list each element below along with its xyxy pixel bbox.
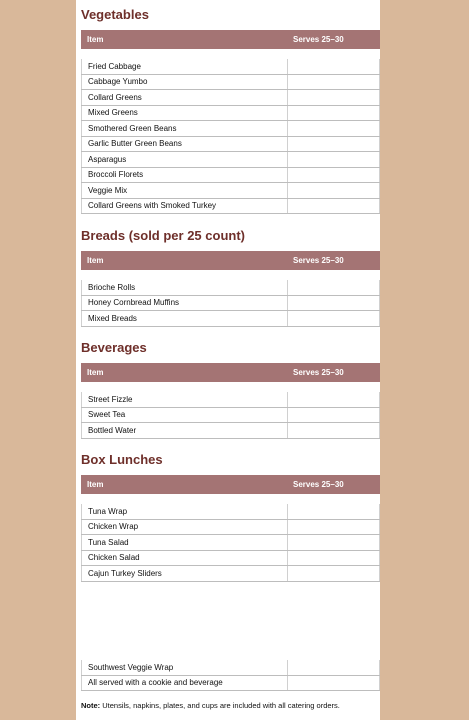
table-row — [81, 183, 380, 199]
serves-cell — [287, 423, 380, 438]
item-column-header: Item — [87, 368, 104, 377]
table-row — [81, 296, 380, 312]
item-name: Tuna Salad — [81, 535, 287, 550]
note-label: Note: — [81, 701, 101, 710]
serves-cell — [287, 676, 380, 691]
table-row — [81, 676, 380, 692]
serves-cell — [287, 183, 380, 198]
table-row — [81, 535, 380, 551]
item-column-header: Item — [87, 256, 104, 265]
serves-cell — [287, 137, 380, 152]
vegetables-section — [81, 6, 380, 214]
serves-cell — [287, 551, 380, 566]
table-row — [81, 106, 380, 122]
item-name: Bottled Water — [81, 423, 287, 438]
table-row — [81, 59, 380, 75]
box-lunches-section — [81, 451, 380, 582]
item-name: Sweet Tea — [81, 408, 287, 423]
item-name: Tuna Wrap — [81, 504, 287, 519]
serves-cell — [287, 152, 380, 167]
table-row — [81, 392, 380, 408]
section-title: Beverages — [81, 340, 147, 355]
serves-cell — [287, 280, 380, 295]
item-name: Brioche Rolls — [81, 280, 287, 295]
table-row — [81, 75, 380, 91]
serves-cell — [287, 90, 380, 105]
note-text: Utensils, napkins, plates, and cups are included with all catering orders. — [100, 701, 340, 710]
item-name: Mixed Breads — [81, 311, 287, 326]
table-row — [81, 199, 380, 215]
section-title: Breads (sold per 25 count) — [81, 228, 245, 243]
serves-cell — [287, 199, 380, 214]
beverages-section — [81, 339, 380, 439]
table-row — [81, 660, 380, 676]
table-header — [81, 363, 380, 382]
item-name: Cajun Turkey Sliders — [81, 566, 287, 581]
table-row — [81, 90, 380, 106]
item-name: Fried Cabbage — [81, 59, 287, 74]
table-row — [81, 311, 380, 327]
footer-note — [81, 701, 381, 710]
serves-cell — [287, 408, 380, 423]
item-name: Collard Greens with Smoked Turkey — [81, 199, 287, 214]
table-row — [81, 520, 380, 536]
table-header — [81, 30, 380, 49]
serves-column-header: Serves 25–30 — [293, 35, 344, 44]
table-row — [81, 137, 380, 153]
item-name: Veggie Mix — [81, 183, 287, 198]
serves-cell — [287, 311, 380, 326]
serves-cell — [287, 535, 380, 550]
item-name: Street Fizzle — [81, 392, 287, 407]
serves-cell — [287, 106, 380, 121]
section-title: Vegetables — [81, 7, 149, 22]
serves-cell — [287, 520, 380, 535]
serves-cell — [287, 660, 380, 675]
item-name: Smothered Green Beans — [81, 121, 287, 136]
item-name: Garlic Butter Green Beans — [81, 137, 287, 152]
item-name: Cabbage Yumbo — [81, 75, 287, 90]
item-name: Collard Greens — [81, 90, 287, 105]
table-header — [81, 475, 380, 494]
serves-cell — [287, 75, 380, 90]
table-row — [81, 121, 380, 137]
table-row — [81, 280, 380, 296]
item-name: Broccoli Florets — [81, 168, 287, 183]
table-row — [81, 551, 380, 567]
serves-column-header: Serves 25–30 — [293, 256, 344, 265]
serves-cell — [287, 59, 380, 74]
serves-cell — [287, 504, 380, 519]
breads-section — [81, 227, 380, 327]
item-name: All served with a cookie and beverage — [81, 676, 287, 691]
item-name: Asparagus — [81, 152, 287, 167]
serves-cell — [287, 566, 380, 581]
table-row — [81, 423, 380, 439]
table-row — [81, 168, 380, 184]
serves-cell — [287, 121, 380, 136]
serves-column-header: Serves 25–30 — [293, 480, 344, 489]
item-name: Mixed Greens — [81, 106, 287, 121]
item-name: Southwest Veggie Wrap — [81, 660, 287, 675]
item-name: Chicken Salad — [81, 551, 287, 566]
table-row — [81, 408, 380, 424]
item-column-header: Item — [87, 35, 104, 44]
table-row — [81, 152, 380, 168]
serves-cell — [287, 168, 380, 183]
table-header — [81, 251, 380, 270]
table-row — [81, 504, 380, 520]
item-name: Chicken Wrap — [81, 520, 287, 535]
item-column-header: Item — [87, 480, 104, 489]
serves-column-header: Serves 25–30 — [293, 368, 344, 377]
serves-cell — [287, 392, 380, 407]
section-title: Box Lunches — [81, 452, 163, 467]
item-name: Honey Cornbread Muffins — [81, 296, 287, 311]
serves-cell — [287, 296, 380, 311]
box-lunches-continued — [81, 660, 380, 691]
table-row — [81, 566, 380, 582]
